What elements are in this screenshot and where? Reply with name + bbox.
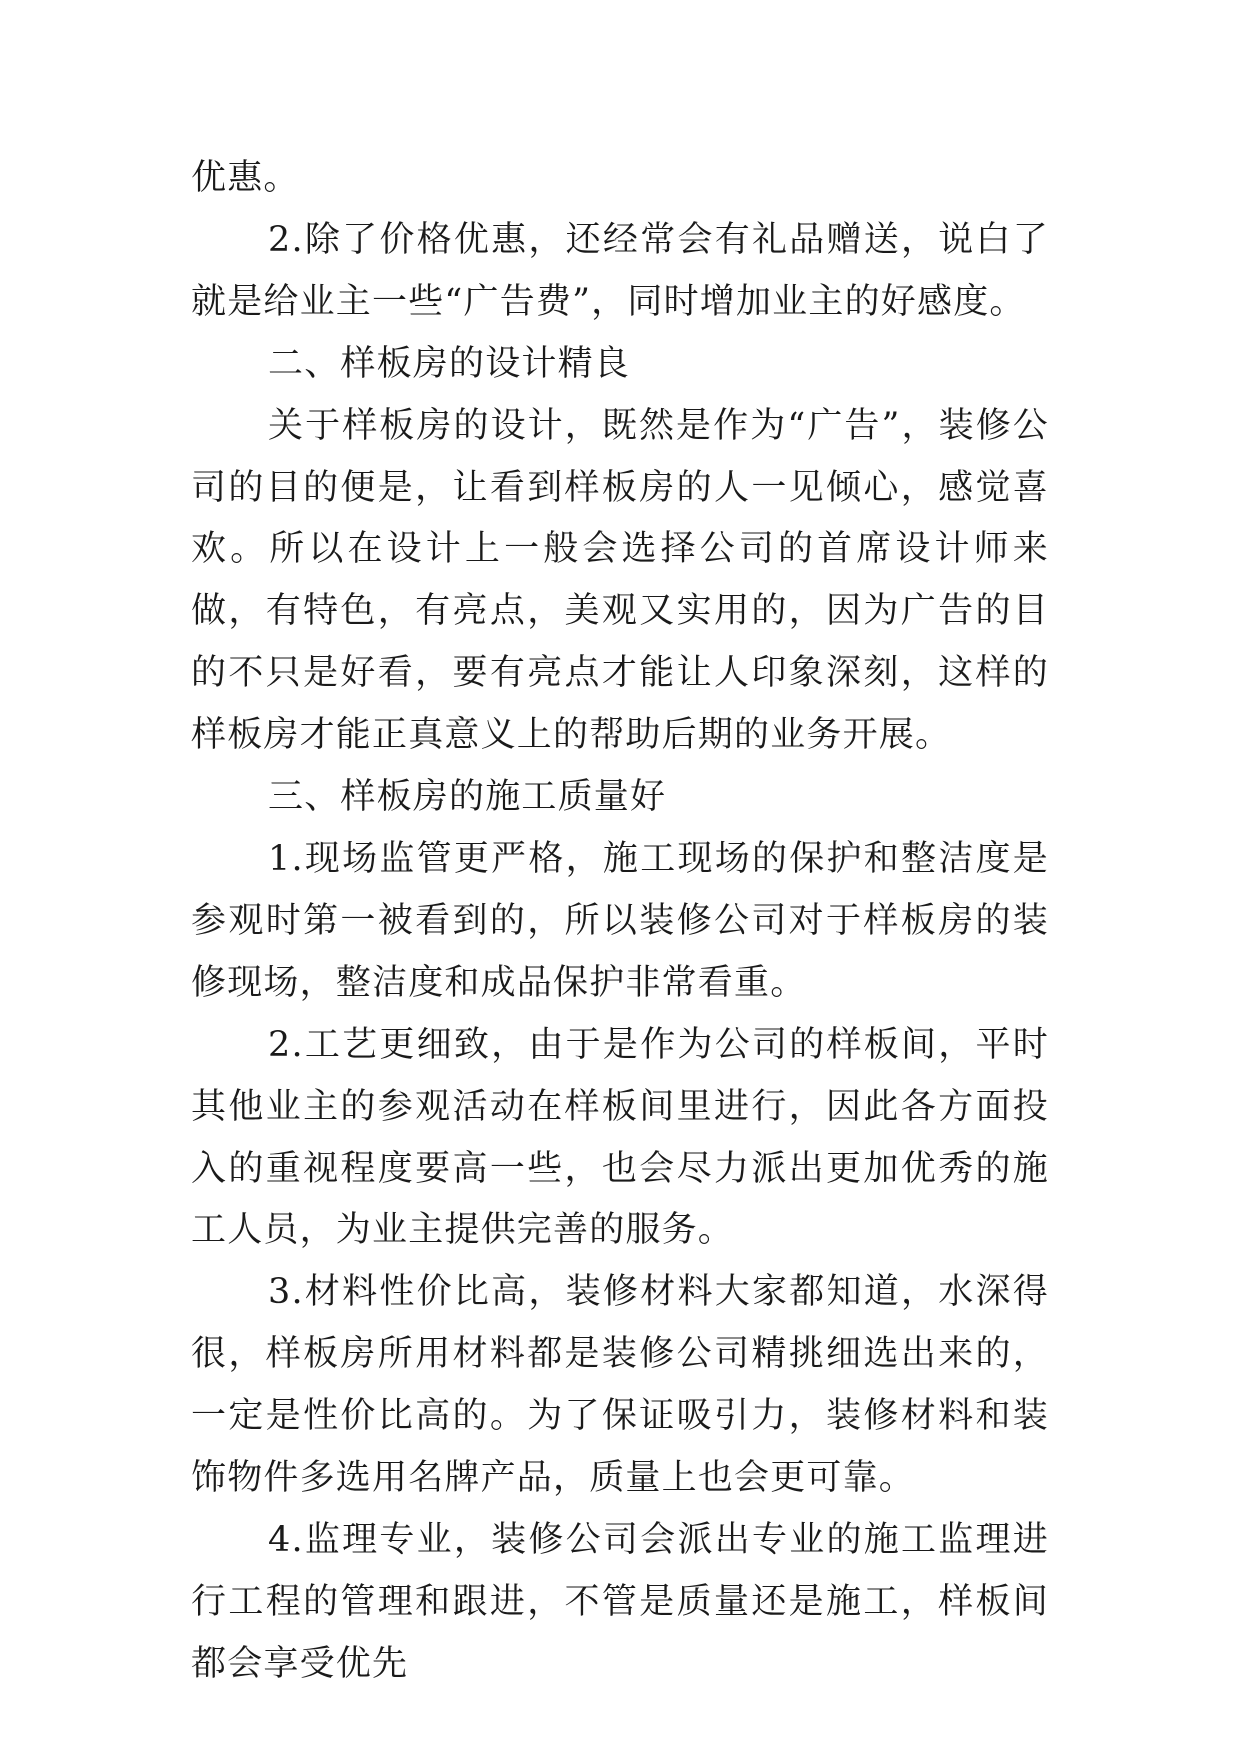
paragraph-inspection-item: 4.监理专业，装修公司会派出专业的施工监理进行工程的管理和跟进，不管是质量还是施工，样板间都会享受优先 — [191, 1519, 1049, 1684]
section-heading-construction: 三、样板房的施工质量好 — [268, 777, 667, 818]
paragraph-craft-item: 2.工艺更细致，由于是作为公司的样板间，平时其他业主的参观活动在样板间里进行，因此各方面投入的重视程度要高一些，也会尽力派出更加优秀的施工人员，为业主提供完善的服务。 — [191, 1024, 1049, 1251]
document-body — [191, 148, 1049, 1696]
section-heading-design: 二、样板房的设计精良 — [268, 343, 631, 384]
paragraph-design: 关于样板房的设计，既然是作为“广告”，装修公司的目的便是，让看到样板房的人一见倾心，感觉喜欢。所以在设计上一般会选择公司的首席设计师来做，有特色，有亮点，美观又实用的，因为广告的目的不只是好看，要有亮点才能让人印象深刻，这样的样板房才能正真意义上的帮助后期的业务开展。 — [191, 405, 1049, 756]
paragraph-supervision-item: 1.现场监管更严格，施工现场的保护和整洁度是参观时第一被看到的，所以装修公司对于样板房的装修现场，整洁度和成品保护非常看重。 — [191, 838, 1049, 1003]
paragraph-continuation: 优惠。 — [191, 158, 300, 198]
paragraph-materials-item: 3.材料性价比高，装修材料大家都知道，水深得很，样板房所用材料都是装修公司精挑细选出来的，一定是性价比高的。为了保证吸引力，装修材料和装饰物件多选用名牌产品，质量上也会更可靠。 — [191, 1272, 1049, 1499]
paragraph-gift-item: 2.除了价格优惠，还经常会有礼品赠送，说白了就是给业主一些“广告费”，同时增加业主的好感度。 — [191, 219, 1049, 322]
